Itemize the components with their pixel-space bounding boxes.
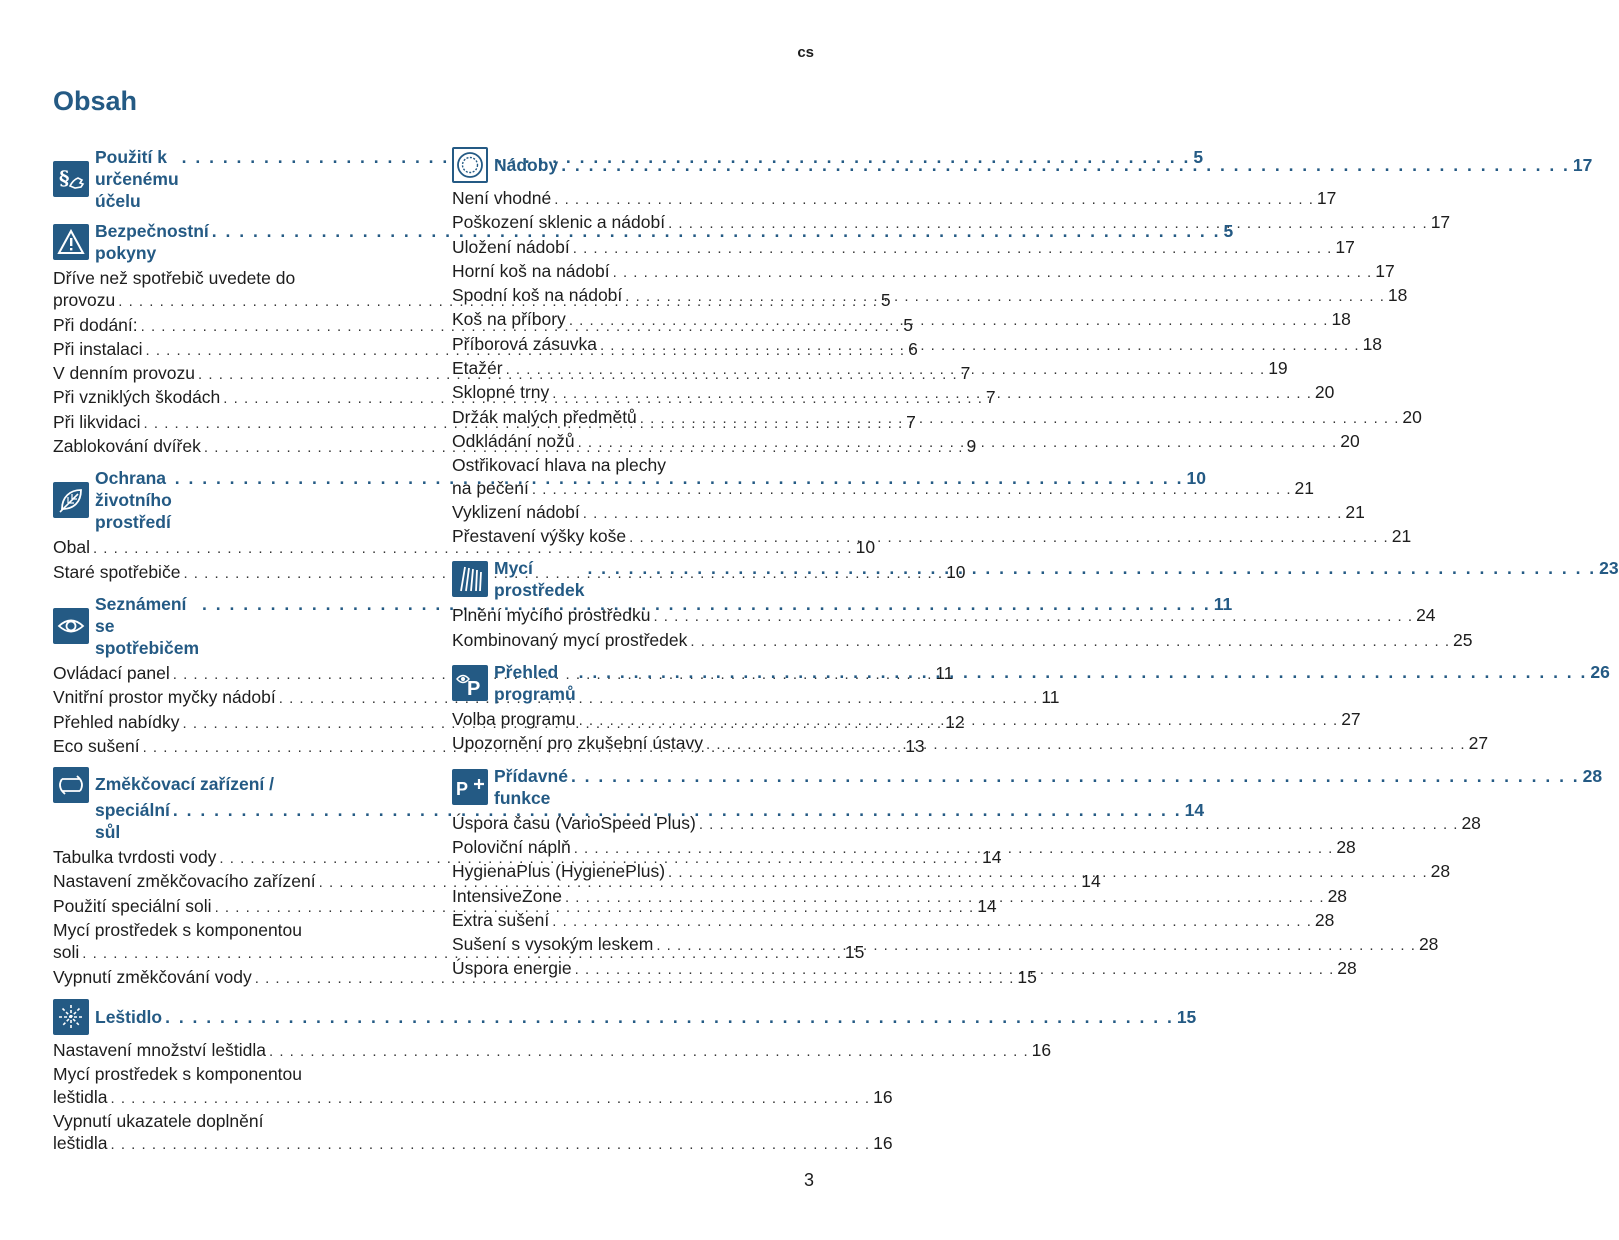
entry-text: Koš na příbory	[452, 309, 566, 330]
toc-entry[interactable]	[452, 211, 1451, 235]
entry-text: Zablokování dvířek	[53, 436, 201, 457]
entry-page: 21	[1294, 477, 1314, 498]
entry-text: Při likvidaci	[53, 411, 141, 432]
dishes-plate-icon	[452, 147, 488, 183]
section-title: Mycí prostředek	[494, 558, 585, 601]
toc-entry[interactable]	[53, 686, 1060, 710]
entry-page: 27	[1468, 733, 1489, 754]
section-title: Nádoby	[494, 155, 559, 175]
toc-entry[interactable]	[452, 236, 1355, 260]
entry-text: Při instalaci	[53, 338, 143, 359]
entry-text: Etažér	[452, 358, 503, 379]
section-page: 26	[1590, 662, 1610, 683]
entry-text: Obal	[53, 537, 90, 558]
entry-text: provozu	[53, 290, 116, 311]
entry-page: 6	[908, 338, 918, 359]
entry-page: 5	[880, 290, 891, 311]
entry-text: soli	[53, 942, 80, 963]
entry-text: Volba programu	[452, 709, 576, 730]
toc-entry[interactable]	[452, 430, 1360, 454]
toc-entry[interactable]	[452, 284, 1408, 308]
entry-text: Držák malých předmětů	[452, 406, 637, 427]
section-title: speciální sůl	[95, 800, 170, 843]
entry-text: Mycí prostředek s komponentou	[53, 1064, 303, 1085]
entry-page: 15	[1017, 966, 1037, 987]
entry-page: 20	[1340, 430, 1360, 451]
entry-text: Není vhodné	[452, 188, 552, 208]
section-page: 14	[1184, 800, 1205, 821]
entry-text: Staré spotřebiče	[53, 561, 181, 582]
entry-page: 19	[1268, 358, 1288, 379]
section-title: Použití k určenému účelu	[95, 147, 179, 211]
entry-page: 7	[960, 363, 971, 384]
leaf-icon	[53, 482, 89, 518]
water-softener-icon	[53, 767, 89, 803]
entry-text: Při dodání:	[53, 314, 138, 335]
toc-entry[interactable]	[452, 909, 1335, 933]
toc-entry[interactable]	[452, 260, 1395, 284]
section-page: 23	[1599, 558, 1619, 579]
entry-text: Odkládání nožů	[452, 430, 575, 451]
entry-page: 27	[1341, 709, 1361, 730]
entry-page: 28	[1327, 885, 1348, 906]
section-heading[interactable]	[452, 765, 1603, 809]
entry-text: Úspora energie	[452, 958, 572, 979]
entry-page: 15	[844, 942, 865, 963]
toc-entry[interactable]	[53, 1110, 416, 1132]
toc-entry[interactable]	[452, 406, 1422, 430]
entry-text: Ovládací panel	[53, 662, 170, 683]
svg-text:P: P	[467, 678, 481, 701]
section-page: 17	[1572, 155, 1593, 175]
entry-page: 11	[1041, 687, 1060, 708]
entry-page: 12	[945, 711, 965, 732]
entry-text: Přestavení výšky koše	[452, 526, 627, 547]
toc-entry[interactable]	[53, 1039, 1052, 1063]
toc-entry[interactable]	[452, 308, 1351, 332]
entry-page: 10	[946, 561, 966, 582]
entry-text: Použití speciální soli	[53, 895, 212, 916]
entry-text: Kombinovaný mycí prostředek	[452, 629, 688, 650]
entry-page: 17	[1375, 260, 1395, 281]
toc-entry[interactable]	[452, 629, 1473, 653]
section-page: 11	[1213, 593, 1233, 614]
entry-page: 16	[873, 1086, 893, 1107]
entry-page: 17	[1335, 236, 1355, 257]
section-title: Bezpečnostní pokyny	[95, 221, 209, 263]
section-page: 28	[1582, 765, 1603, 786]
toc-entry[interactable]	[53, 1063, 416, 1085]
toc-entry[interactable]	[53, 1086, 893, 1110]
entry-page: 18	[1362, 333, 1383, 354]
entry-text: Sušení s vysokým leskem	[452, 934, 654, 955]
entry-text: Vnitřní prostor myčky nádobí	[53, 687, 276, 708]
toc-section	[53, 998, 1197, 1156]
entry-page: 14	[982, 847, 1002, 868]
program-overview-icon	[452, 665, 488, 701]
entry-page: 25	[1453, 629, 1473, 650]
entry-text: Dříve než spotřebič uvedete do	[53, 268, 296, 288]
section-heading[interactable]	[452, 146, 1593, 184]
entry-text: Tabulka tvrdosti vody	[53, 847, 217, 868]
entry-page: 28	[1430, 861, 1451, 882]
entry-page: 13	[905, 735, 925, 756]
entry-text: Vypnutí změkčování vody	[53, 966, 252, 987]
entry-text: Horní koš na nádobí	[452, 260, 610, 281]
entry-text: Přehled nabídky	[53, 711, 180, 732]
section-page: 15	[1176, 1006, 1197, 1027]
toc-entry[interactable]	[452, 454, 815, 476]
entry-text: IntensiveZone	[452, 885, 562, 906]
entry-page: 14	[977, 895, 997, 916]
toc-entry[interactable]	[53, 919, 416, 941]
svg-text:§: §	[59, 166, 70, 190]
entry-text: Při vzniklých škodách	[53, 387, 221, 408]
section-law-hand-icon	[53, 161, 89, 197]
toc-entry[interactable]	[53, 1132, 893, 1156]
entry-page: 18	[1387, 285, 1408, 306]
entry-page: 28	[1314, 909, 1335, 930]
entry-page: 21	[1391, 526, 1412, 547]
rinse-aid-sparkle-icon	[53, 999, 89, 1035]
entry-text: Upozornění pro zkušební ústavy	[452, 733, 703, 754]
toc-entry[interactable]	[452, 604, 1436, 628]
entry-text: Příborová zásuvka	[452, 333, 597, 354]
section-page: 5	[1193, 147, 1204, 167]
section-title: Přehled programů	[494, 662, 576, 705]
entry-page: 14	[1081, 871, 1101, 892]
entry-page: 11	[935, 662, 954, 683]
entry-page: 7	[906, 411, 916, 432]
entry-page: 5	[903, 314, 913, 335]
entry-text: Uložení nádobí	[452, 236, 570, 257]
eye-icon	[53, 608, 89, 644]
entry-text: Vypnutí ukazatele doplnění	[53, 1110, 264, 1131]
entry-text: leštidla	[53, 1133, 108, 1154]
entry-text: leštidla	[53, 1086, 108, 1107]
toc-entry[interactable]	[452, 812, 1481, 836]
toc-entry[interactable]	[452, 357, 1288, 381]
entry-page: 28	[1418, 934, 1439, 955]
warning-triangle-icon	[53, 224, 89, 260]
entry-page: 9	[966, 436, 977, 457]
additional-functions-icon	[452, 769, 488, 805]
entry-page: 16	[873, 1133, 893, 1154]
entry-page: 18	[1331, 309, 1351, 330]
section-title: Přídavné funkce	[494, 765, 568, 808]
section-heading[interactable]	[53, 998, 1197, 1036]
section-title: Leštidlo	[95, 1006, 163, 1027]
entry-page: 28	[1461, 812, 1481, 833]
entry-page: 16	[1031, 1039, 1052, 1060]
section-title: Ochrana životního prostředí	[95, 468, 172, 533]
entry-text: Mycí prostředek s komponentou	[53, 920, 303, 941]
toc-entry[interactable]	[53, 267, 416, 289]
entry-text: HygienaPlus (HygienePlus)	[452, 861, 666, 882]
entry-text: Extra sušení	[452, 909, 550, 930]
entry-text: Poloviční náplň	[452, 836, 571, 857]
svg-text:P: P	[456, 778, 469, 799]
entry-page: 24	[1416, 605, 1436, 626]
entry-text: Plnění mycího prostředku	[452, 605, 651, 626]
toc-entry[interactable]	[452, 501, 1365, 525]
page-number: 3	[803, 1170, 814, 1190]
entry-page: 20	[1402, 406, 1422, 427]
entry-text: Eco sušení	[53, 735, 140, 756]
language-code: cs	[797, 44, 814, 61]
section-title: Seznámení se spotřebičem	[95, 593, 200, 658]
toc-entry[interactable]	[452, 381, 1335, 405]
entry-page: 28	[1336, 836, 1356, 857]
toc-entry[interactable]	[452, 187, 1337, 211]
entry-page: 10	[855, 537, 876, 558]
section-page: 10	[1186, 468, 1206, 489]
entry-page: 28	[1337, 958, 1357, 979]
entry-text: Nastavení množství leštidla	[53, 1039, 267, 1060]
entry-page: 17	[1316, 188, 1337, 208]
entry-text: Vyklizení nádobí	[452, 501, 580, 522]
entry-text: Spodní koš na nádobí	[452, 285, 623, 306]
entry-text: Ostřikovací hlava na plechy	[452, 455, 666, 476]
entry-text: Sklopné trny	[452, 382, 550, 403]
entry-text: Nastavení změkčovacího zařízení	[53, 871, 316, 892]
section-title-line1: Změkčovací zařízení /	[95, 774, 274, 795]
page-title: Obsah	[53, 86, 138, 116]
entry-text: V denním provozu	[53, 363, 196, 384]
entry-page: 20	[1314, 382, 1335, 403]
entry-page: 21	[1345, 501, 1365, 522]
entry-text: Poškození sklenic a nádobí	[452, 212, 666, 233]
entry-text: Úspora času (VarioSpeed Plus)	[452, 812, 696, 833]
section-page: 5	[1223, 221, 1234, 241]
entry-page: 7	[985, 387, 996, 408]
entry-page: 17	[1430, 212, 1451, 233]
toc-entry[interactable]	[452, 333, 1383, 357]
detergent-spray-icon	[452, 561, 488, 597]
entry-text: na pečení	[452, 477, 529, 498]
